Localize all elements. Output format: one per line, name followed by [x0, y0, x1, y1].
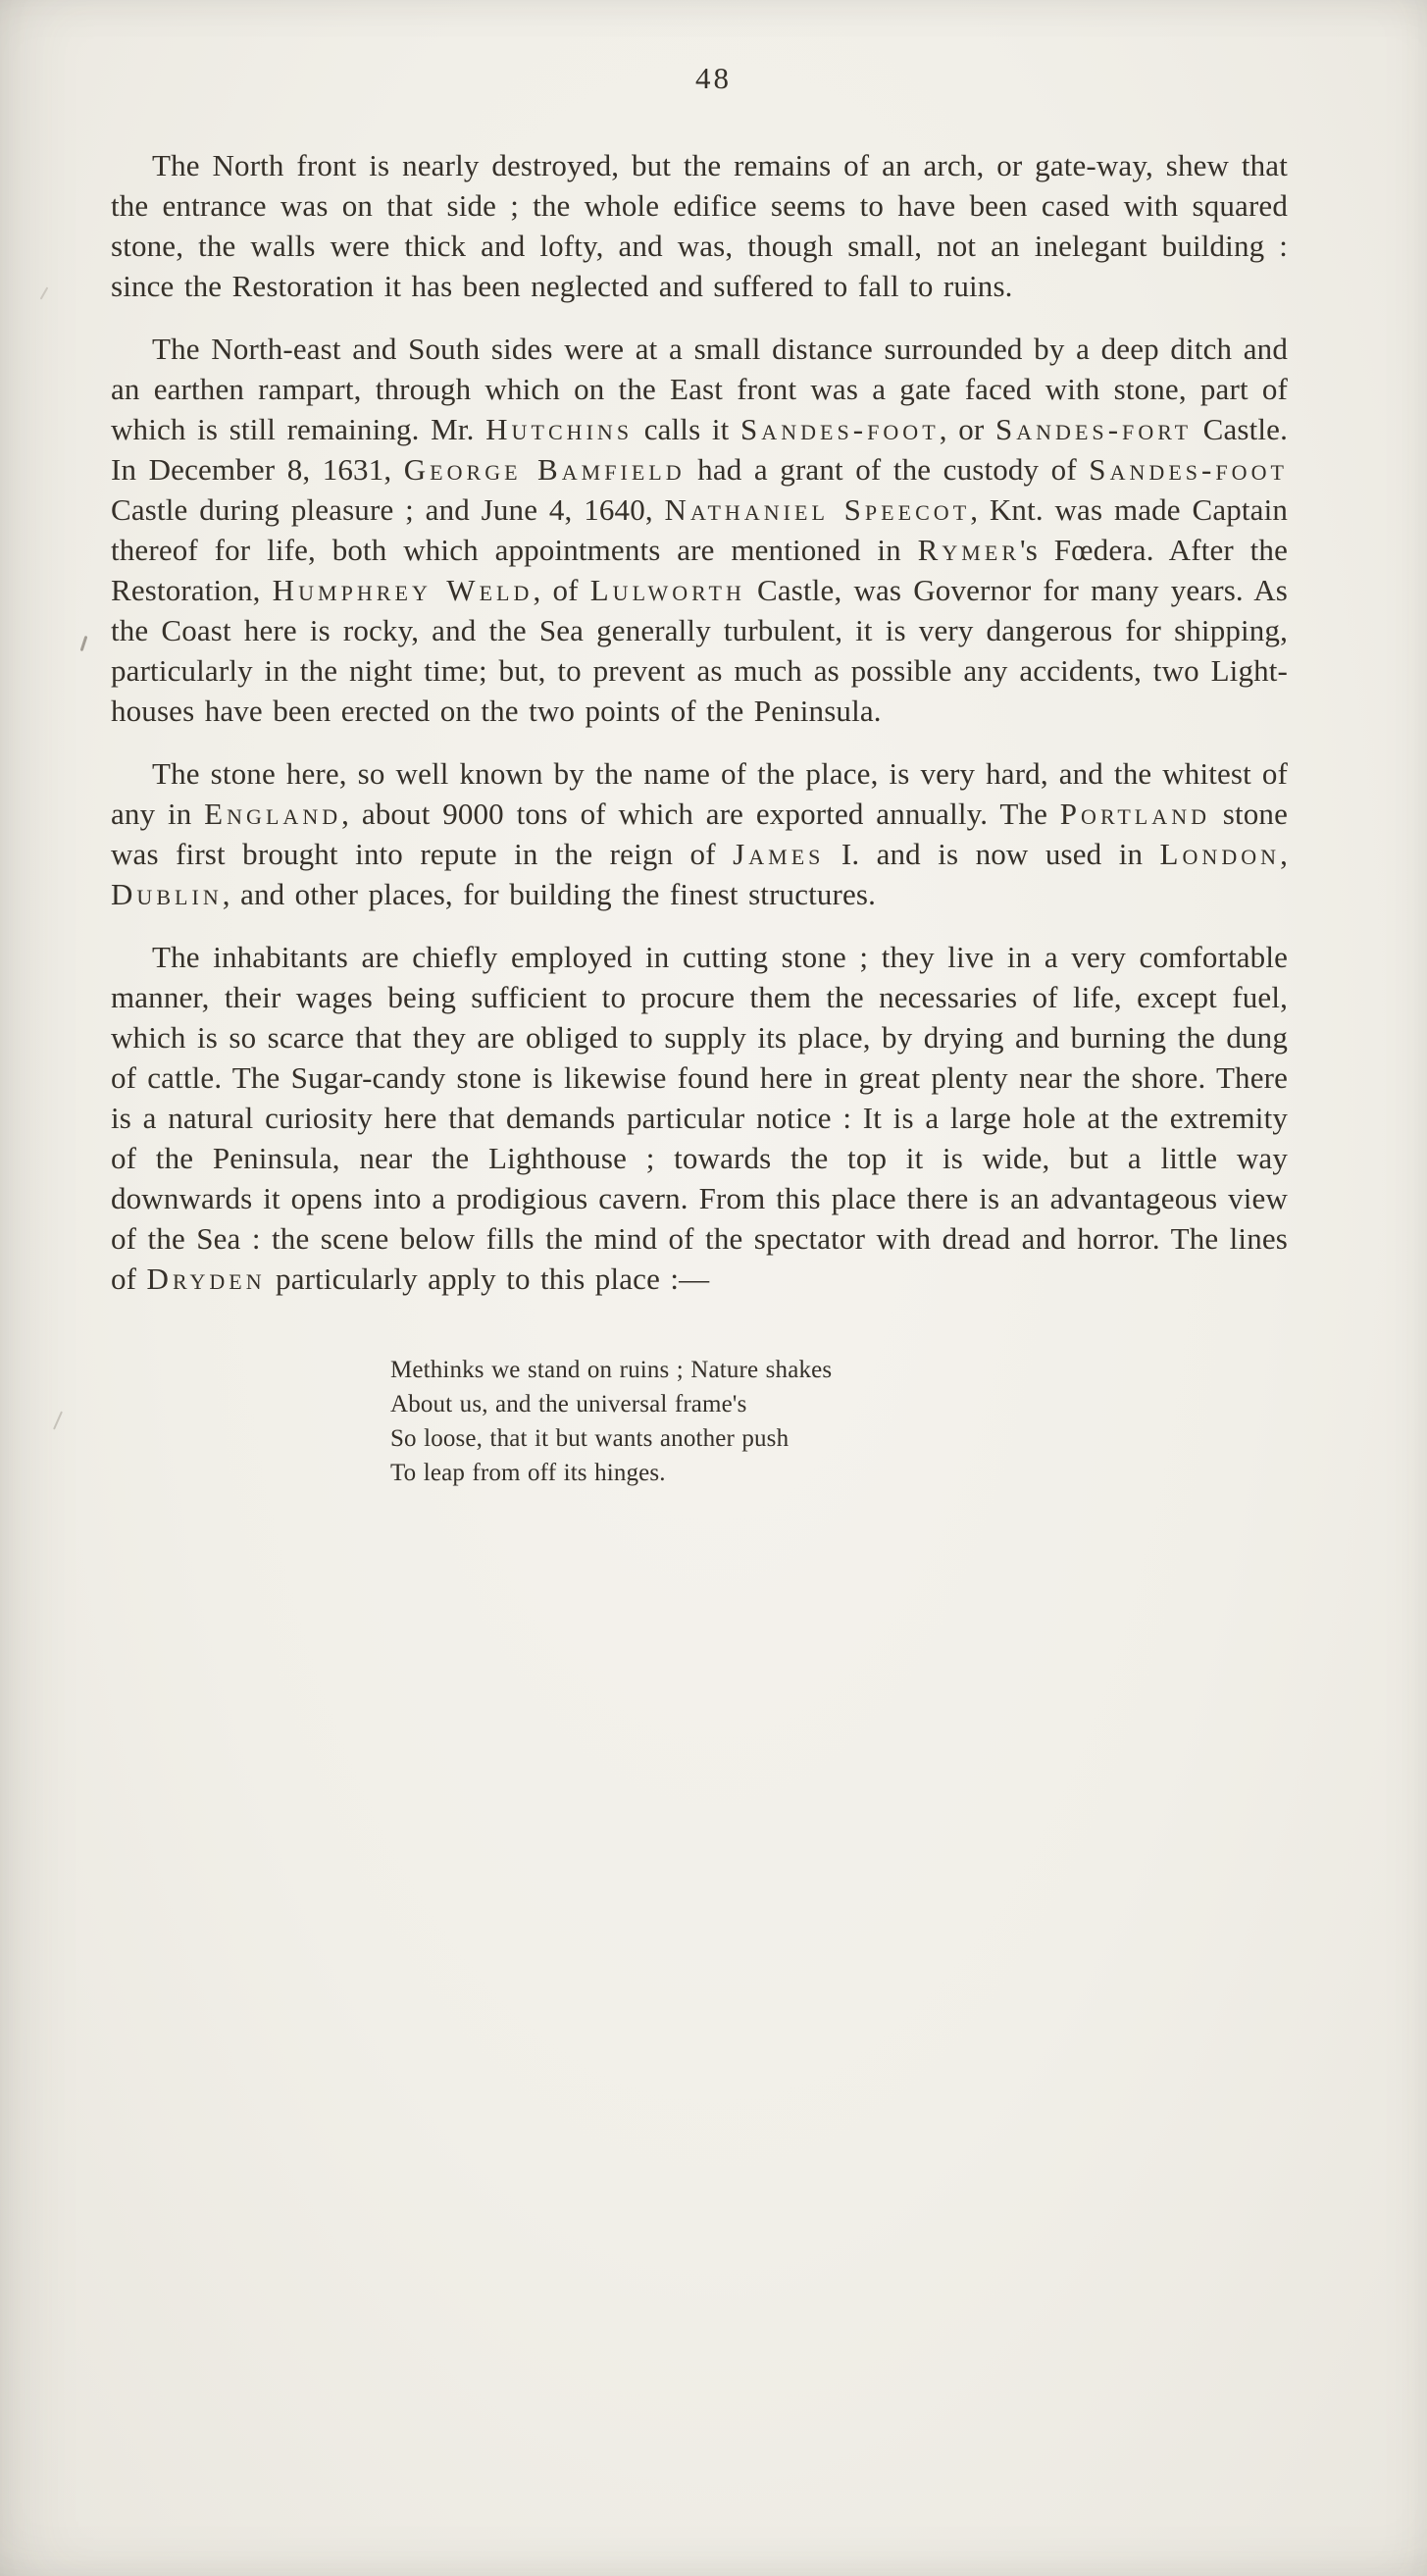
small-caps-text: George Bamfield	[403, 452, 686, 487]
small-caps-text: Dublin	[111, 877, 223, 911]
small-caps-text: Portland	[1059, 797, 1211, 831]
small-caps-text: London	[1159, 837, 1281, 871]
body-text: Castle. In December 8, 1631,	[111, 412, 1289, 487]
body-text: stone was first brought into repute in the reign of	[111, 797, 1288, 871]
body-text: , and other places, for building the finest structures.	[222, 877, 877, 911]
body-text: Castle during pleasure ; and June 4, 1640,	[111, 492, 665, 527]
page-number: 48	[695, 61, 732, 95]
small-caps-text: James	[733, 837, 825, 871]
body-text: The inhabitants are chiefly employed in cutting stone ; they live in a very comfortable manner, their wages being sufficient to procure them the necessaries of life, except fuel, which is so scarce that they are obliged to supply its place, by drying and burning the dung of cattle. The Sugar-candy stone is likewise found here in great plenty near the shore. There is a natural curiosity here that demands particular notice : It is a large hole at the extremity of the Peninsula, near the Lighthouse ; towards the top it is wide, but a little way downwards it opens into a prodigious cavern. From this place there is an advantageous view of the Sea : the scene below fills the mind of the spectator with dread and horror. The lines of	[111, 940, 1288, 1296]
body-text: particularly apply to this place :—	[265, 1262, 710, 1296]
small-caps-text: Nathaniel Speecot	[664, 492, 971, 527]
scan-artifact	[40, 286, 49, 299]
paragraph-north-front	[111, 145, 1288, 306]
small-caps-text: Sandes-foot	[1089, 452, 1288, 487]
paragraph-inhabitants	[111, 937, 1288, 1299]
body-text: , Knt. was made Captain thereof for life, both which appointments are mentioned in	[111, 492, 1289, 567]
poem-line: Methinks we stand on ruins ; Nature shakes	[390, 1357, 833, 1383]
small-caps-text: Humphrey Weld	[272, 573, 534, 607]
small-caps-text: Sandes-foot	[740, 412, 940, 446]
small-caps-text: Hutchins	[485, 412, 634, 446]
small-caps-text: Dryden	[146, 1262, 266, 1296]
body-text: 's Fœdera. After the Restoration,	[111, 533, 1288, 607]
poem-line: About us, and the universal frame's	[390, 1391, 747, 1417]
scan-artifact	[80, 636, 88, 651]
body-text: ,	[1280, 837, 1289, 871]
text-block	[111, 145, 1288, 1490]
body-text: , of	[533, 573, 590, 607]
paragraph-castle-history	[111, 329, 1288, 731]
small-caps-text: England	[204, 797, 342, 831]
paragraph-portland-stone	[111, 753, 1288, 914]
poem-line: So loose, that it but wants another push	[390, 1425, 790, 1452]
body-text: had a grant of the custody of	[685, 452, 1090, 487]
body-text: Castle, was Governor for many years. As the Coast here is rocky, and the Sea generally turbulent, it is very dangerous for shipping, particularly in the night time; but, to prevent as much as possible any accidents, two Light-houses have been erected on the two points of the Peninsula.	[111, 573, 1289, 728]
poem-block	[390, 1353, 1288, 1490]
body-text: , or	[939, 412, 995, 446]
body-text: calls it	[633, 412, 741, 446]
body-text: The North-east and South sides were at a small distance surrounded by a deep ditch and an earthen rampart, through which on the East front was a gate faced with stone, part of which is still remaining. Mr.	[111, 332, 1288, 446]
small-caps-text: Sandes-fort	[994, 412, 1193, 446]
scan-artifact	[53, 1411, 63, 1429]
body-text: I. and is now used in	[824, 837, 1160, 871]
small-caps-text: Lulworth	[589, 573, 745, 607]
body-text: The North front is nearly destroyed, but the remains of an arch, or gate-way, shew that the entrance was on that side ; the whole edifice seems to have been cased with squared stone, the walls were thick and lofty, and was, though small, not an inelegant building : since the Restoration it has been neglected and suffered to fall to ruins.	[111, 148, 1288, 303]
body-text: , about 9000 tons of which are exported annually. The	[341, 797, 1060, 831]
body-text: The stone here, so well known by the name of the place, is very hard, and the whitest of any in	[111, 756, 1288, 831]
small-caps-text: Rymer	[917, 533, 1021, 567]
poem-line: To leap from off its hinges.	[390, 1460, 666, 1486]
